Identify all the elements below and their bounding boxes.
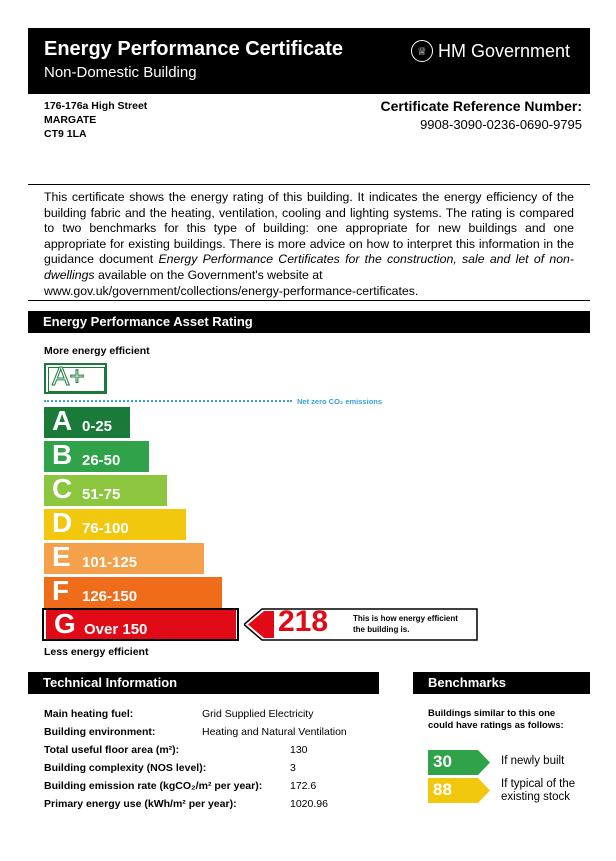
net-zero-label: Net zero CO₂ emissions — [297, 397, 383, 406]
benchmarks-header: Benchmarks — [413, 672, 590, 694]
band-letter: C — [52, 473, 73, 504]
benchmark-label: If newly built — [501, 755, 565, 767]
band-d — [44, 509, 186, 540]
more-efficient-label: More energy efficient — [44, 345, 150, 357]
divider-mid — [28, 300, 590, 301]
certificate-header — [28, 28, 590, 94]
band-e — [44, 543, 204, 574]
technical-label: Building environment: — [44, 726, 156, 738]
certificate-title: Energy Performance Certificate — [44, 38, 344, 60]
technical-value: Grid Supplied Electricity — [202, 708, 314, 720]
current-band-highlight — [42, 608, 239, 641]
band-range: 126-150 — [82, 588, 138, 605]
reference-label: Certificate Reference Number: — [380, 98, 582, 114]
technical-row — [44, 726, 374, 744]
technical-value: Heating and Natural Ventilation — [202, 726, 347, 738]
intro-text: This certificate shows the energy rating of this building. It indicates the energy efficiency of the building fabric and the heating, ventilation, cooling and lighting systems. The rating is compared to two benchmarks for this type of building: one appropriate for new buildings and one appropriate for existing buildings. There is more advice on how to interpret this information in the guidance document — [44, 190, 574, 267]
band-letter: A — [52, 405, 73, 436]
government-label: HM Government — [437, 40, 570, 61]
current-rating-value: 218 — [278, 605, 329, 638]
technical-value: 172.6 — [290, 780, 317, 792]
band-letter: D — [52, 507, 73, 538]
technical-label: Total useful floor area (m²): — [44, 744, 180, 756]
band-letter: F — [52, 575, 70, 606]
benchmark-value: 30 — [433, 752, 452, 771]
certificate-subtitle: Non-Domestic Building — [44, 64, 197, 81]
technical-info-header: Technical Information — [28, 672, 379, 694]
technical-label: Primary energy use (kWh/m² per year): — [44, 798, 237, 810]
technical-value: 130 — [290, 744, 308, 756]
band-range: 0-25 — [82, 418, 113, 435]
intro-paragraph — [44, 190, 574, 299]
band-range: 76-100 — [82, 520, 129, 537]
property-address — [44, 99, 147, 141]
benchmark-label: If typical of the existing stock — [501, 778, 576, 803]
intro-text-after: available on the Government's website at — [94, 267, 323, 282]
technical-row — [44, 798, 374, 816]
band-letter: B — [52, 439, 73, 470]
aplus-label: A+ — [52, 361, 85, 391]
technical-value: 1020.96 — [290, 798, 328, 810]
technical-row — [44, 744, 374, 762]
technical-label: Building complexity (NOS level): — [44, 762, 207, 774]
address-line-1: 176-176a High Street — [44, 100, 148, 112]
band-range: 101-125 — [82, 554, 138, 571]
band-letter: G — [54, 608, 76, 639]
royal-crest-icon: ♕ — [411, 40, 433, 62]
aplus-band — [44, 363, 107, 394]
band-c — [44, 475, 167, 506]
band-letter: E — [52, 541, 71, 572]
technical-label: Building emission rate (kgCO₂/m² per year): — [44, 780, 263, 792]
benchmarks-intro: Buildings similar to this one could have ratings as follows: — [428, 708, 564, 731]
reference-number: 9908-3090-0236-0690-9795 — [420, 117, 582, 132]
less-efficient-label: Less energy efficient — [44, 646, 149, 658]
technical-row — [44, 708, 374, 726]
band-a — [44, 407, 130, 438]
technical-label: Main heating fuel: — [44, 708, 134, 720]
address-line-2: MARGATE — [44, 114, 97, 126]
hm-government-logo — [411, 40, 570, 62]
technical-row — [44, 762, 374, 780]
band-range: Over 150 — [84, 621, 148, 638]
band-range: 26-50 — [82, 452, 121, 469]
guidance-document-title: Energy Performance Certificates for the construction, sale and let of non-dwellings — [44, 252, 574, 282]
net-zero-line — [44, 400, 292, 402]
benchmark-value: 88 — [433, 780, 452, 799]
band-f — [44, 577, 222, 608]
band-b — [44, 441, 149, 472]
address-line-3: CT9 1LA — [44, 128, 87, 140]
technical-row — [44, 780, 374, 798]
asset-rating-header: Energy Performance Asset Rating — [28, 311, 590, 333]
band-range: 51-75 — [82, 486, 121, 503]
technical-value: 3 — [290, 762, 296, 774]
government-url[interactable]: www.gov.uk/government/collections/energy-performance-certificates. — [44, 283, 419, 298]
divider-top — [28, 184, 590, 185]
current-rating-note: This is how energy efficient the building is. — [353, 614, 458, 634]
